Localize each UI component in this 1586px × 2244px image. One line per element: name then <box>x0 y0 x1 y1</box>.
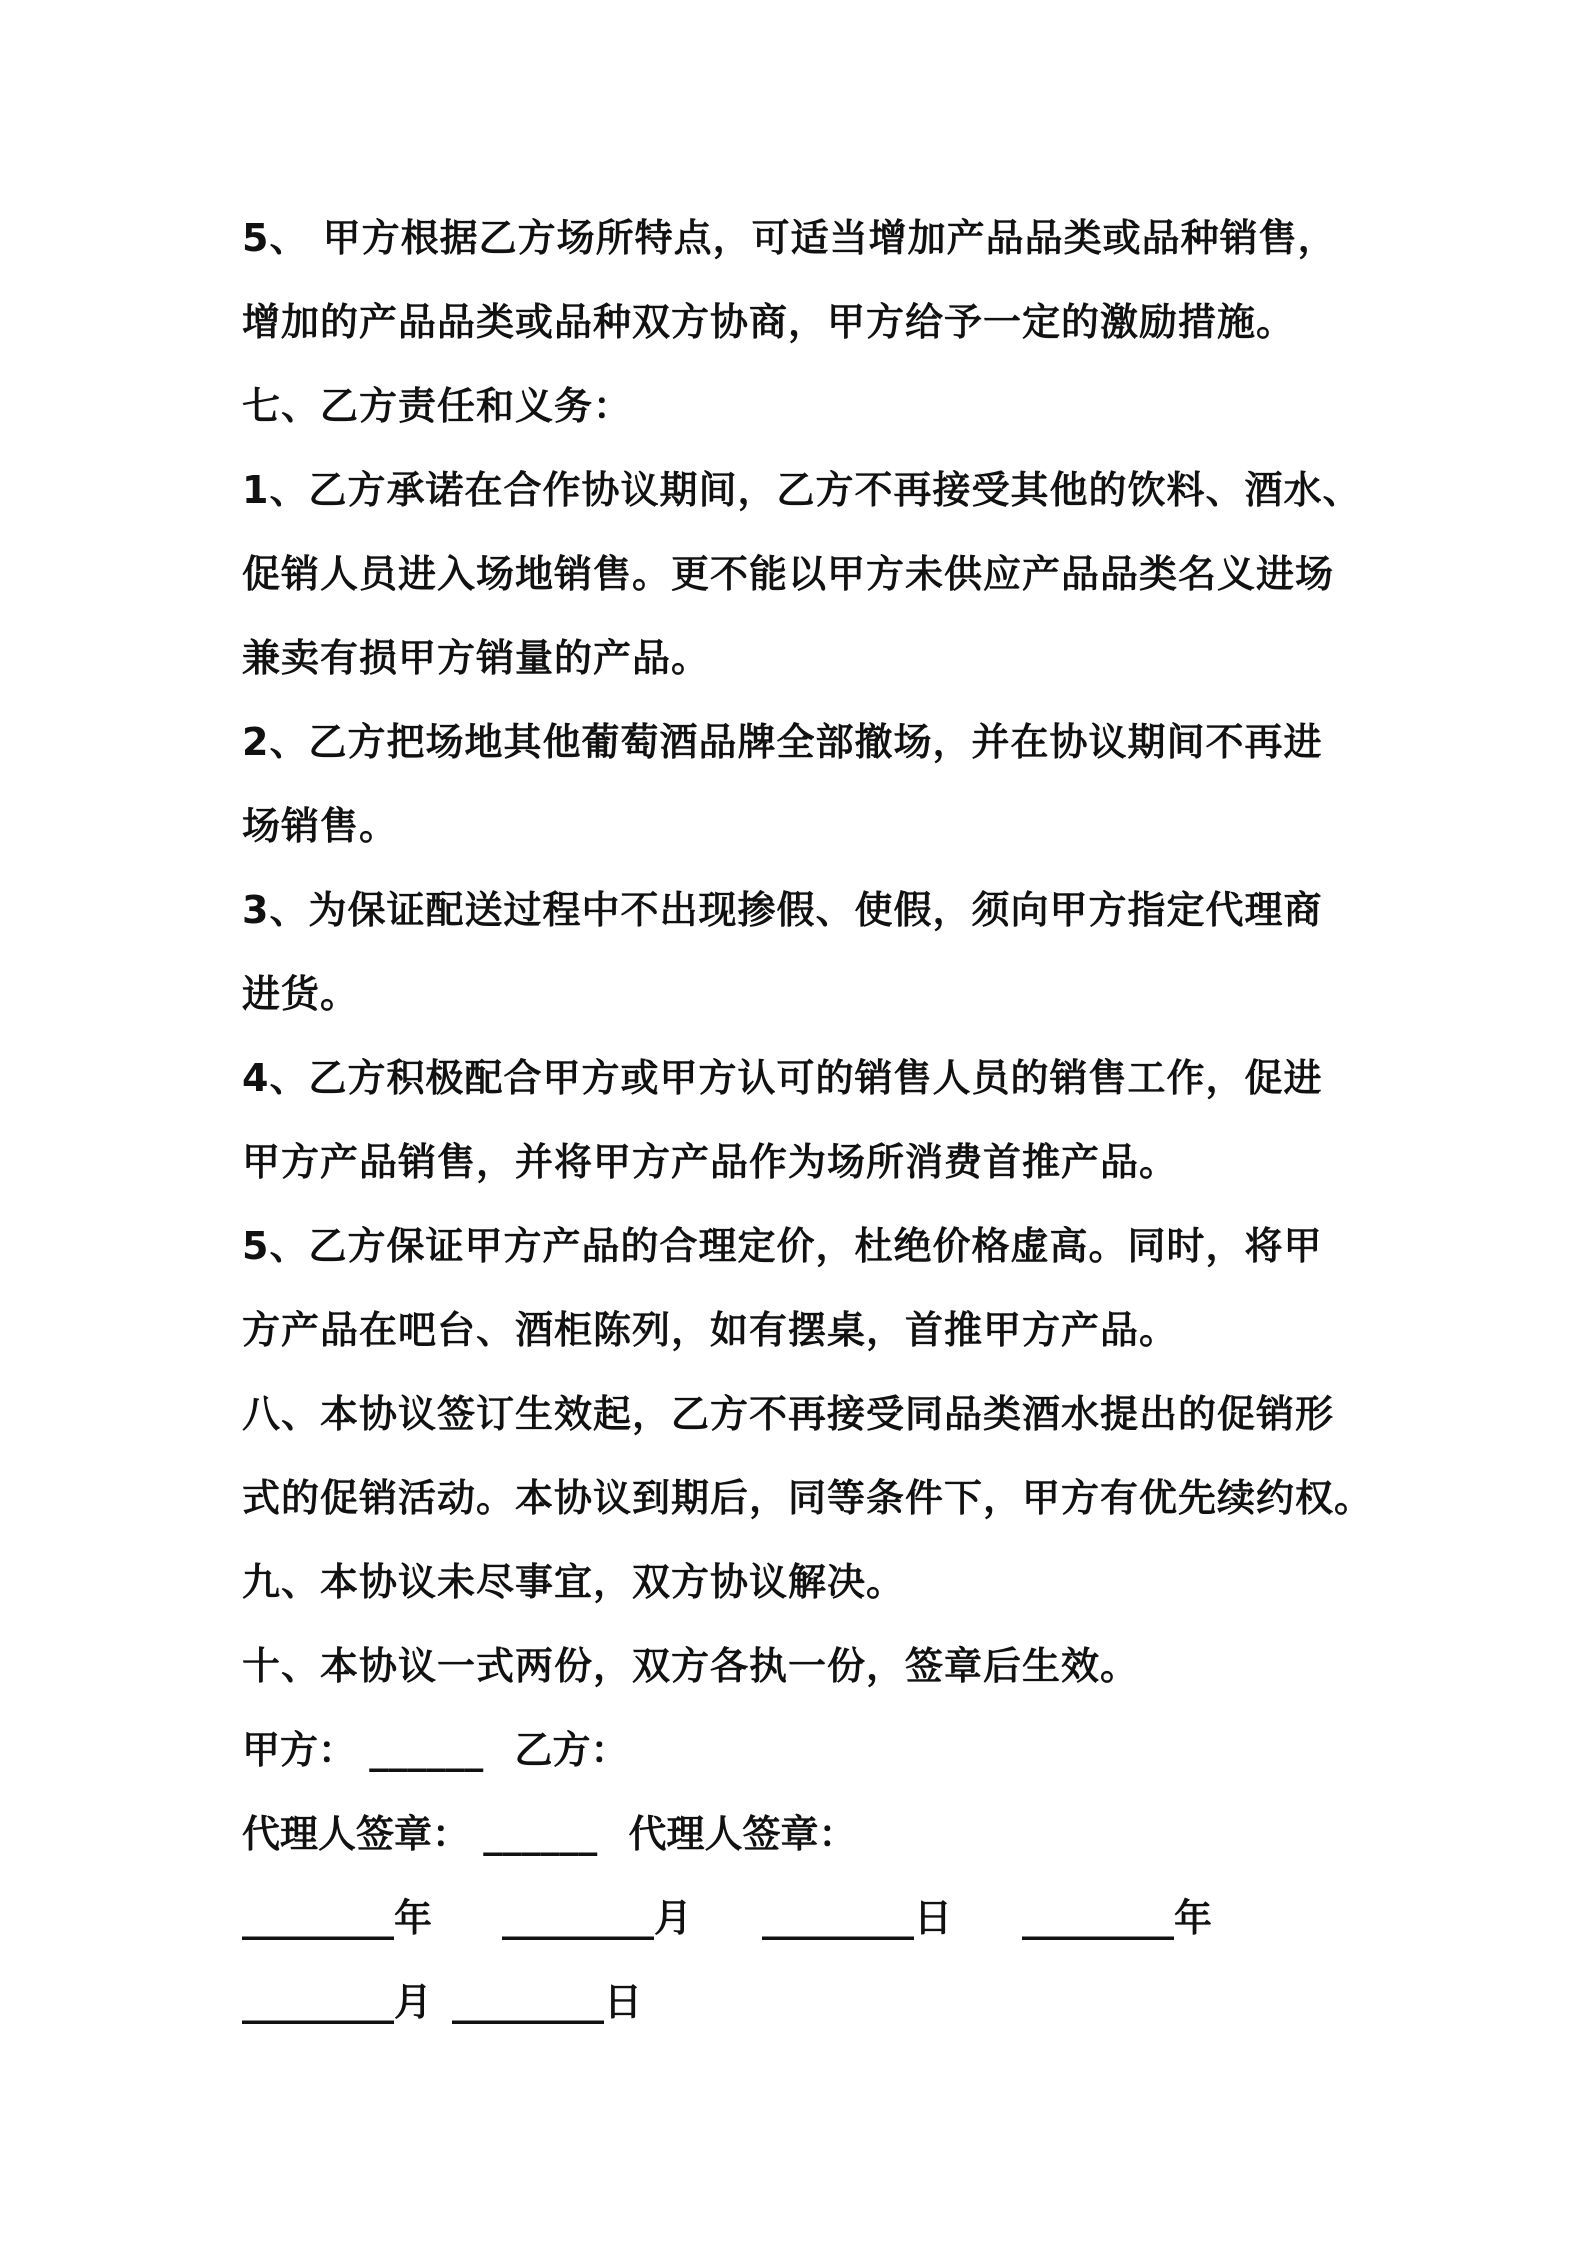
agent-b-label: 代理人签章： <box>628 1812 857 1856</box>
date-day-blank: ________日 <box>762 1896 953 1940</box>
date-day-blank: ________日 <box>452 1980 643 2024</box>
paragraph-line: 场销售。 <box>242 804 399 848</box>
agent-a-label: 代理人签章： <box>242 1812 471 1856</box>
document-page <box>242 196 1382 2044</box>
paragraph-line: 式的促销活动。本协议到期后，同等条件下，甲方有优先续约权。 <box>242 1476 1374 1520</box>
paragraph-line: 5、 甲方根据乙方场所特点，可适当增加产品品类或品种销售， <box>242 216 1337 260</box>
party-b-label: 乙方： <box>514 1728 629 1772</box>
date-row-2 <box>242 1960 1382 2044</box>
party-a-label: 甲方： <box>242 1728 357 1772</box>
paragraph-line: 2、乙方把场地其他葡萄酒品牌全部撤场，并在协议期间不再进 <box>242 720 1323 764</box>
paragraph-line: 5、乙方保证甲方产品的合理定价，杜绝价格虚高。同时，将甲 <box>242 1224 1323 1268</box>
section-heading: 七、乙方责任和义务： <box>242 384 633 428</box>
paragraph-line: 3、为保证配送过程中不出现掺假、使假，须向甲方指定代理商 <box>242 888 1323 932</box>
paragraph-line: 1、乙方承诺在合作协议期间，乙方不再接受其他的饮料、酒水、 <box>242 468 1362 512</box>
paragraph-line: 方产品在吧台、酒柜陈列，如有摆桌，首推甲方产品。 <box>242 1308 1179 1352</box>
paragraph-line: 4、乙方积极配合甲方或甲方认可的销售人员的销售工作，促进 <box>242 1056 1323 1100</box>
paragraph-line: 兼卖有损甲方销量的产品。 <box>242 636 711 680</box>
section-heading: 十、本协议一式两份，双方各执一份，签章后生效。 <box>242 1644 1140 1688</box>
party-signature-row <box>242 1708 1382 1792</box>
date-year-blank: ________年 <box>1022 1896 1213 1940</box>
party-a-blank: ______ <box>369 1728 484 1772</box>
paragraph-line: 进货。 <box>242 972 360 1016</box>
date-row-1 <box>242 1876 1382 1960</box>
date-year-blank: ________年 <box>242 1896 433 1940</box>
paragraph-line: 甲方产品销售，并将甲方产品作为场所消费首推产品。 <box>242 1140 1179 1184</box>
paragraph-line: 增加的产品品类或品种双方协商，甲方给予一定的激励措施。 <box>242 300 1296 344</box>
paragraph-line: 促销人员进入场地销售。更不能以甲方未供应产品品类名义进场 <box>242 552 1335 596</box>
date-month-blank: ________月 <box>502 1896 693 1940</box>
section-heading: 八、本协议签订生效起，乙方不再接受同品类酒水提出的促销形 <box>242 1392 1335 1436</box>
date-month-blank: ________月 <box>242 1980 433 2024</box>
agent-a-blank: ______ <box>483 1812 598 1856</box>
agent-signature-row <box>242 1792 1382 1876</box>
section-heading: 九、本协议未尽事宜，双方协议解决。 <box>242 1560 906 1604</box>
